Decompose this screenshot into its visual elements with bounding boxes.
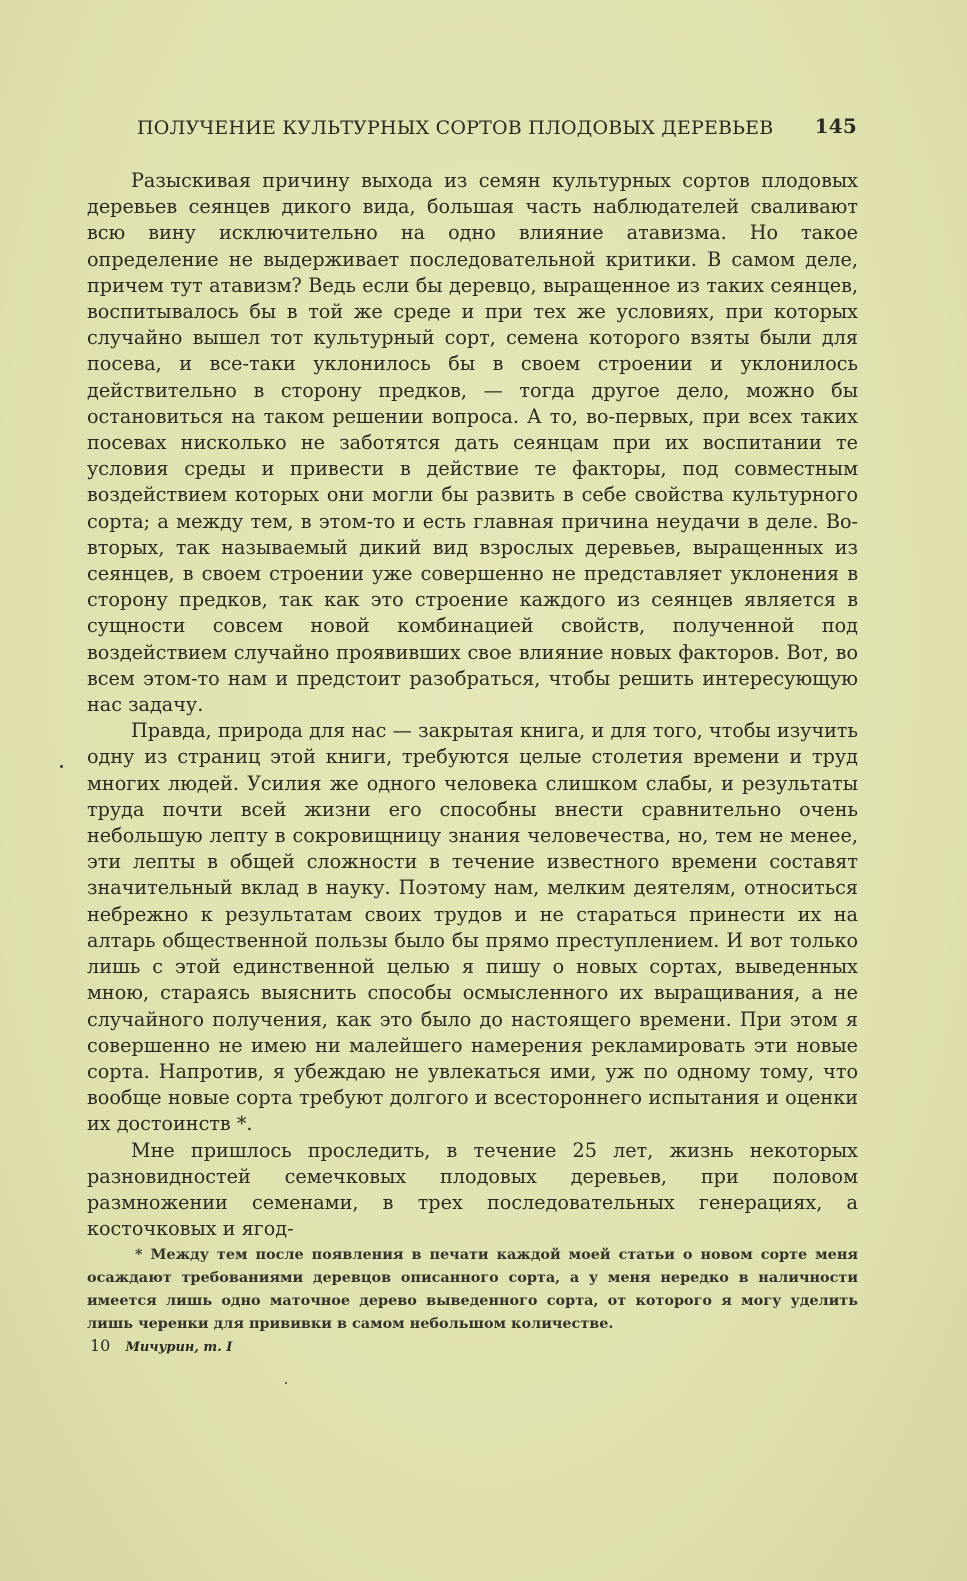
signature-number: 10 [90,1336,111,1355]
footnote-text: * Между тем после появления в печати каждой моей статьи о новом сорте меня осаждают требованиями деревцов описанного сорта, а у меня нередко в наличности имеется лишь одно маточное дерево выведенного сорта, от которого я могу уделить лишь черенки для прививки в самом небольшом количестве. [87,1246,858,1332]
paragraph-2: Правда, природа для нас — закрытая книга, и для того, чтобы изучить одну из страниц этой книги, требуются целые столетия времени и труд многих людей. Усилия же одного человека слишком слабы, и результаты труда почти всей жизни его способны внести сравнительно очень небольшую лепту в сокровищницу знания человечества, но, тем не менее, эти лепты в общей сложности в течение известного времени составят значительный вклад в науку. Поэтому нам, мелким деятелям, относиться небрежно к результатам своих трудов и не стараться принести их на алтарь общественной пользы было бы прямо преступлением. И вот только лишь с этой единственной целью я пишу о новых сортах, выведенных мною, стараясь выяснить способы осмысленного их выращивания, а не случайного получения, как это было до настоящего времени. При этом я совершенно не имею ни малейшего намерения рекламировать эти новые сорта. Напротив, я убеждаю не увлекаться ими, уж по одному тому, что вообще новые сорта требуют долгого и всестороннего испытания и оценки их достоинств *. [87,719,858,1136]
signature-text: Мичурин, т. I [125,1340,233,1355]
footnote [87,1243,858,1335]
ink-speck [60,765,63,768]
paragraph-3: Мне пришлось проследить, в течение 25 лет, жизнь некоторых разновидностей семечковых плодовых деревьев, при половом размножении семенами, в трех последовательных генерациях, а косточковых и ягод- [87,1138,858,1241]
running-header [137,114,857,147]
printer-signature [90,1336,232,1355]
paragraph-1: Разыскивая причину выхода из семян культурных сортов плодовых деревьев сеянцев дикого вида, большая часть наблюдателей сваливают всю вину исключительно на одно влияние атавизма. Но такое определение не выдерживает последовательной критики. В самом деле, причем тут атавизм? Ведь если бы деревцо, выращенное из таких сеянцев, воспитывалось бы в той же среде и при тех же условиях, при которых случайно вышел тот культурный сорт, семена которого взяты были для посева, и все-таки уклонилось бы в своем строении и уклонилось действительно в сторону предков, — тогда другое дело, можно бы остановиться на таком решении вопроса. А то, во-первых, при всех таких посевах нисколько не заботятся дать сеянцам при их воспитании те условия среды и привести в действие те факторы, под совместным воздействием которых они могли бы развить в себе свойства культурного сорта; а между тем, в этом-то и есть главная причина неудачи в деле. Во-вторых, так называемый дикий вид взрослых деревьев, выращенных из сеянцев, в своем строении уже совершенно не представляет уклонения в сторону предков, так как это строение каждого из сеянцев является в сущности совсем новой комбинацией свойств, полученной под воздействием случайно проявивших свое влияние новых факторов. Вот, во всем этом-то нам и предстоит разобраться, чтобы решить интересующую нас задачу. [87,169,858,717]
page-number: 145 [814,114,857,138]
main-text [87,168,858,1242]
running-title: ПОЛУЧЕНИЕ КУЛЬТУРНЫХ СОРТОВ ПЛОДОВЫХ ДЕРЕВЬЕВ [137,117,774,139]
ink-speck [285,1382,287,1384]
